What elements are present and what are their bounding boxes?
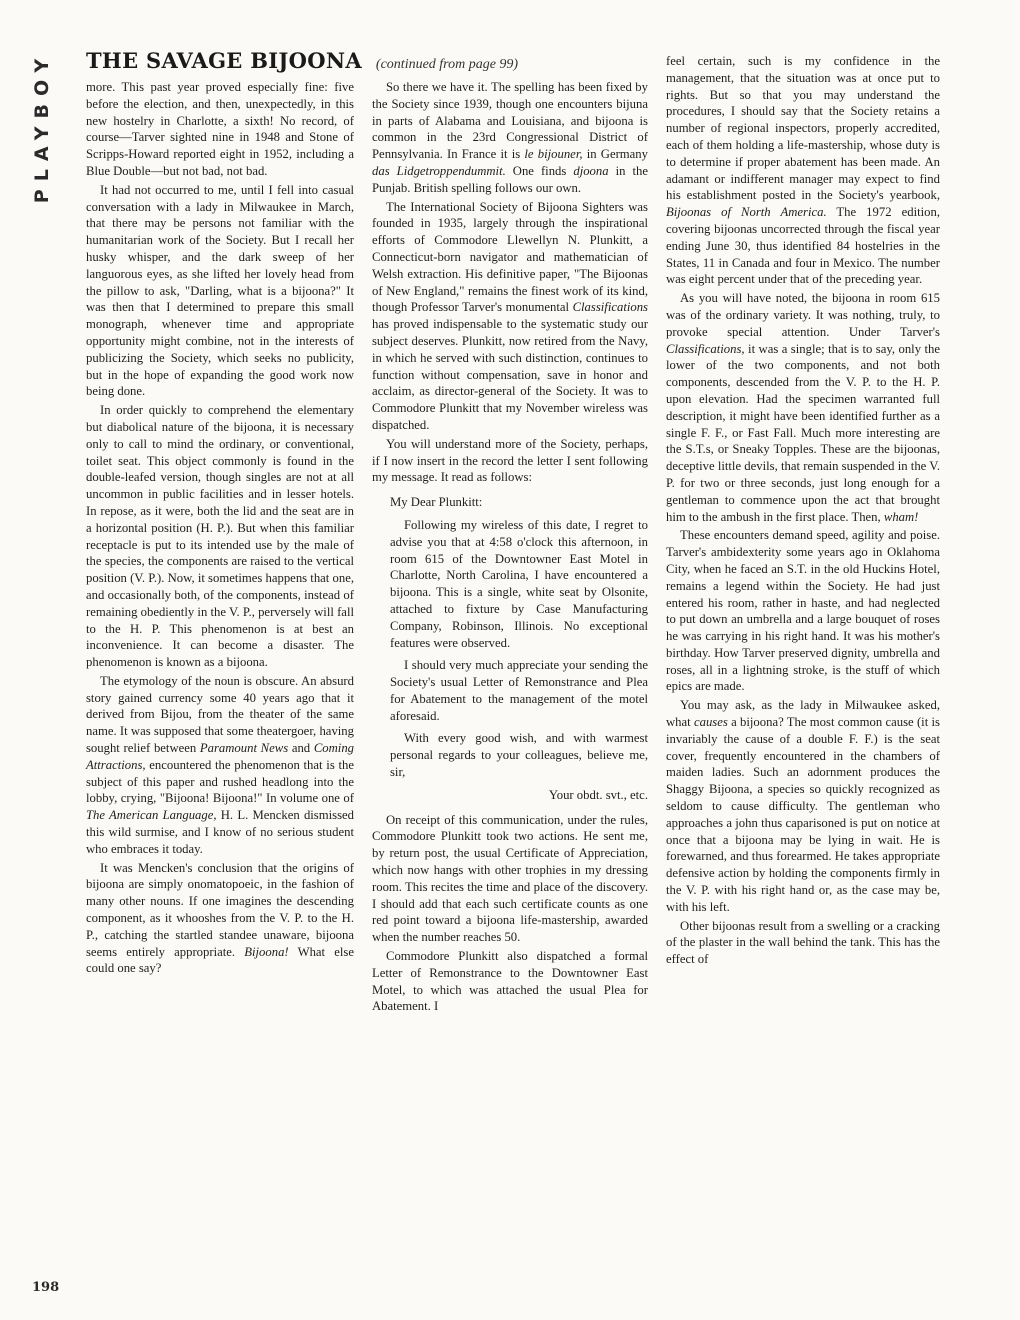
text-run: You may ask, as the lady in Milwaukee asked, what <box>666 698 940 730</box>
article-title: THE SAVAGE BIJOONA <box>86 48 362 73</box>
paragraph: Commodore Plunkitt also dispatched a formal Letter of Remonstrance to the Downtowner East Motel, to which was attached the usual Plea for Abatement. I <box>372 949 648 1014</box>
text-run: feel certain, such is my confidence in the management, that the situation was at once put to rights. But so that you may understand the procedures, I should say that the Society retains a number of regional inspectors, properly accredited, each of them holding a life-mastership, whose duty is to determine if proper abatement has been made. An adamant or indifferent manager may expect to find his establishment posted in the Society's yearbook, <box>666 54 940 203</box>
italic-word: wham! <box>883 509 919 524</box>
paragraph: It had not occurred to me, until I fell into casual conversation with a lady in Milwaukee in March, that there may be persons not familiar with the humanitarian work of the Society. But I recall her husky whisper, and the dark sweep of her languorous eyes, as she lifted her lovely head from the pillow to ask, "Darling, what is a bijoona?" It was then that I determined to prepare this small monograph, whenever time and appropriate opportunity might combine, not in the interests of publicizing the Society, which seeks no publicity, but in the hope of expanding the good work now being done. <box>86 182 354 399</box>
column-2 <box>372 79 648 1017</box>
masthead-text: PLAYBOY <box>31 50 53 204</box>
column-1 <box>86 79 354 979</box>
text-run: What else could one say? <box>86 944 354 976</box>
letter-paragraph: I should very much appreciate your sending the Society's usual Letter of Remonstrance and Plea for Abatement to the management of the motel aforesaid. <box>390 658 648 723</box>
text-run: in the Punjab. British spelling follows our own. <box>372 163 648 195</box>
italic-title: Paramount News <box>199 741 289 756</box>
text-run: The 1972 edition, covering bijoonas uncorrected through the fiscal year ending June 30, thus identified 84 hostelries in the States, 11 in Canada and four in Mexico. The number was eight percent under that of the preceding year. <box>666 205 940 287</box>
text-run: The etymology of the noun is obscure. An absurd story gained currency some 40 years ago that it derived from Bijou, from the theater of the same name. It was supposed that some theatergoer, having sought relief between <box>86 673 354 756</box>
paragraph <box>372 199 648 434</box>
article-header <box>86 48 646 76</box>
italic-title: The American Language, <box>86 808 217 823</box>
italic-word: Bijoona! <box>244 944 289 959</box>
text-run: has proved indispensable to the systematic study our subject deserves. Plunkitt, now retired from the Navy, in which he served with such distinction, continues to function without compensation, save in honor and acclaim, as director-general of the Society. It was to Commodore Plunkitt that my November wireless was dispatched. <box>372 317 648 432</box>
quoted-letter <box>372 494 648 804</box>
text-run: encountered the phenomenon that is the subject of this paper and rushed headlong into the lobby, crying, "Bijoona! Bijoona!" In volume one of <box>86 757 354 806</box>
italic-word: le bijouner, <box>524 147 583 162</box>
paragraph: You will understand more of the Society, perhaps, if I now insert in the record the letter I sent following my message. It read as follows: <box>372 436 648 485</box>
paragraph: more. This past year proved especially fine: five before the election, and then, unexpectedly, in this new hostelry in Charlotte, a sixth! No record, of course—Tarver sighted nine in 1948 and Stone of Scripps-Howard reported eight in 1952, including a Blue Double—but not bad, not bad. <box>86 80 354 178</box>
continued-note: (continued from page 99) <box>375 57 519 72</box>
letter-paragraph: Following my wireless of this date, I regret to advise you that at 4:58 o'clock this afternoon, in room 615 of the Downtowner East Motel in Charlotte, North Carolina, I have encountered a bijoona. This is a single, white seat by Olsonite, attached to fixture by Case Manufacturing Company, Robinson, Illinois. No exceptional features were observed. <box>390 517 648 650</box>
italic-title: Bijoonas of North America. <box>666 205 827 220</box>
text-run: As you will have noted, the bijoona in room 615 was of the ordinary variety. It was nothing, truly, to provoke special attention. Under Tarver's <box>666 291 940 339</box>
text-run: H. L. Mencken dismissed this wild surmise, and I know of no serious student who embraces it today. <box>86 808 354 856</box>
letter-closing: Your obdt. svt., etc. <box>548 787 648 802</box>
italic-word: das Lidgetroppendummit. <box>372 163 506 178</box>
letter-paragraph: With every good wish, and with warmest personal regards to your colleagues, believe me, sir, <box>390 731 648 780</box>
paragraph <box>666 290 940 525</box>
text-run: it was a single; that is to say, only the lower of the two components, and not both components, descended from the V. P. to the H. P. upon elevation. Had the specimen warranted full description, it might have been identified further as a single F. F., or Fast Fall. Much more interesting are the S.T.s, or Sneaky Topples. These are the bijoonas, deceptive little devils, that remain suspended in the V. P. for two or three seconds, just long enough for a gentleman to commence upon the act that brought him to the ambush in the first place. Then, <box>666 341 940 524</box>
text-run: One finds <box>505 163 574 178</box>
paragraph: These encounters demand speed, agility and poise. Tarver's ambidexterity some years ago in Oklahoma City, when he faced an S.T. in the old Huckins Hotel, remains a legend within the Society. He had just entered his room, rather in haste, and had neglected to put down an umbrella and a large bouquet of roses he was carrying in his right hand. It was his mother's birthday. How Tarver preserved dignity, umbrella and roses, all in a lightning stroke, is the stuff of which epics are made. <box>666 528 940 694</box>
magazine-masthead <box>22 52 62 202</box>
paragraph <box>86 673 354 858</box>
page-number: 198 <box>32 1280 60 1295</box>
italic-title: Coming Attractions, <box>86 741 355 772</box>
column-3 <box>666 53 940 970</box>
paragraph <box>666 53 940 288</box>
text-run: a bijoona? The most common cause (it is invariably the cause of a double F. F.) is the seat cover, frequently encountered in the chambers of maiden ladies. Such an adornment produces the Shaggy Bijoona, a species so quickly recognized as seldom to cause difficulty. The gentleman who approaches a john thus caparisoned is put on notice at once that a bijoona may be lying in wait. He is forewarned, and thus forearmed. He takes appropriate defensive action by holding the components firmly in the V. P. with his right hand or, as the case may be, with his left. <box>666 715 940 914</box>
text-run: It was Mencken's conclusion that the origins of bijoona are simply onomatopoeic, in the fashion of many other nouns. If one imagines the descending component, as it whooshes from the V. P. to the H. P., catching the startled standee unaware, bijoona seems entirely appropriate. <box>86 860 354 959</box>
paragraph <box>666 697 940 915</box>
letter-salutation: My Dear Plunkitt: <box>390 495 483 510</box>
text-run: and <box>288 741 314 756</box>
paragraph: In order quickly to comprehend the elementary but diabolical nature of the bijoona, it is necessary only to call to mind the ordinary, or conventional, toilet seat. This object commonly is found in the double-leafed version, though singles are not at all uncommon in public facilities and in lesser hotels. In repose, as it were, both the lid and the seat are in a horizontal position (H. P.). But when this familiar receptacle is put to its intended use by the male of the species, the components are raised to the vertical position (V. P.). Now, it sometimes happens that one, and occasionally both, of the components, instead of remaining obediently in the V. P., perversely will fall to the H. P. This phenomenon is at best an inconvenience. It can become a disaster. The phenomenon is known as a bijoona. <box>86 403 354 670</box>
paragraph <box>372 79 648 197</box>
paragraph: On receipt of this communication, under the rules, Commodore Plunkitt took two actions. He sent me, by return post, the usual Certificate of Appreciation, which now hangs with other trophies in my dressing room. This recites the time and place of the discovery. I should add that each such certificate counts as one red point toward a bijoona life-mastership, awarded when the number reaches 50. <box>372 812 648 945</box>
italic-title: Classifications, <box>666 341 745 356</box>
italic-word: causes <box>693 715 728 730</box>
text-run: in Germany <box>582 147 648 162</box>
italic-word: djoona <box>573 163 609 178</box>
italic-title: Classifications <box>572 300 648 315</box>
text-run: The International Society of Bijoona Sighters was founded in 1935, largely through the inspirational efforts of Commodore Llewellyn N. Plunkitt, a Connecticut-born navigator and mathematician of Welsh extraction. His definitive paper, "The Bijoonas of New England," remains the finest work of its kind, though Professor Tarver's monumental <box>372 199 648 315</box>
paragraph: Other bijoonas result from a swelling or a cracking of the plaster in the wall behind the tank. This has the effect of <box>666 918 940 967</box>
paragraph <box>86 860 354 978</box>
text-run: So there we have it. The spelling has been fixed by the Society since 1939, though one encounters bijuna in parts of Alabama and Louisiana, and bijoona is common in the 23rd Congressional District of Pennsylvania. In France it is <box>372 80 648 162</box>
